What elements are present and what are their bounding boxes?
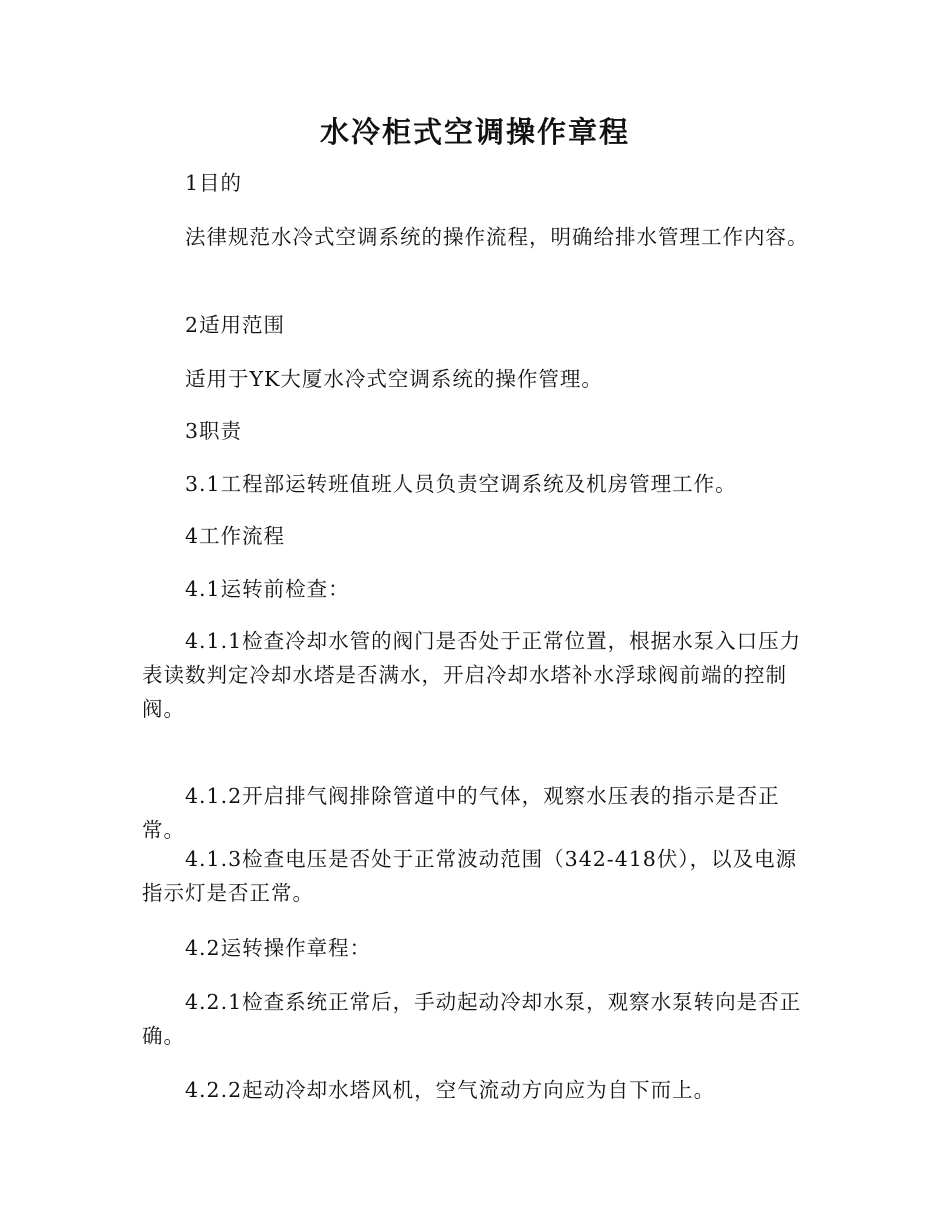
section-heading-workflow: 4工作流程 (185, 524, 286, 548)
paragraph-purpose: 法律规范水冷式空调系统的操作流程，明确给排水管理工作内容。 (185, 225, 809, 249)
paragraph-4-2-1: 4.2.1检查系统正常后，手动起动冷却水泵，观察水泵转向是否正确。 (142, 990, 802, 1048)
document-title: 水冷柜式空调操作章程 (319, 115, 630, 149)
subsection-heading-precheck: 4.1运转前检查： (185, 577, 350, 601)
paragraph-duties: 3.1工程部运转班值班人员负责空调系统及机房管理工作。 (185, 472, 737, 496)
paragraph-4-1-3: 4.1.3检查电压是否处于正常波动范围（342-418伏），以及电源指示灯是否正常。 (142, 847, 798, 905)
section-heading-scope: 2适用范围 (185, 313, 286, 337)
paragraph-4-1-1: 4.1.1检查冷却水管的阀门是否处于正常位置，根据水泵入口压力表读数判定冷却水塔是否满水，开启冷却水塔补水浮球阀前端的控制阀。 (142, 629, 802, 721)
section-heading-purpose: 1目的 (185, 171, 243, 195)
subsection-heading-operation: 4.2运转操作章程： (185, 936, 372, 960)
paragraph-scope: 适用于YK大厦水冷式空调系统的操作管理。 (185, 367, 603, 391)
paragraph-4-2-2: 4.2.2起动冷却水塔风机，空气流动方向应为自下而上。 (185, 1078, 716, 1102)
section-heading-duties: 3职责 (185, 419, 243, 443)
paragraph-4-1-2: 4.1.2开启排气阀排除管道中的气体，观察水压表的指示是否正常。 (142, 784, 780, 842)
